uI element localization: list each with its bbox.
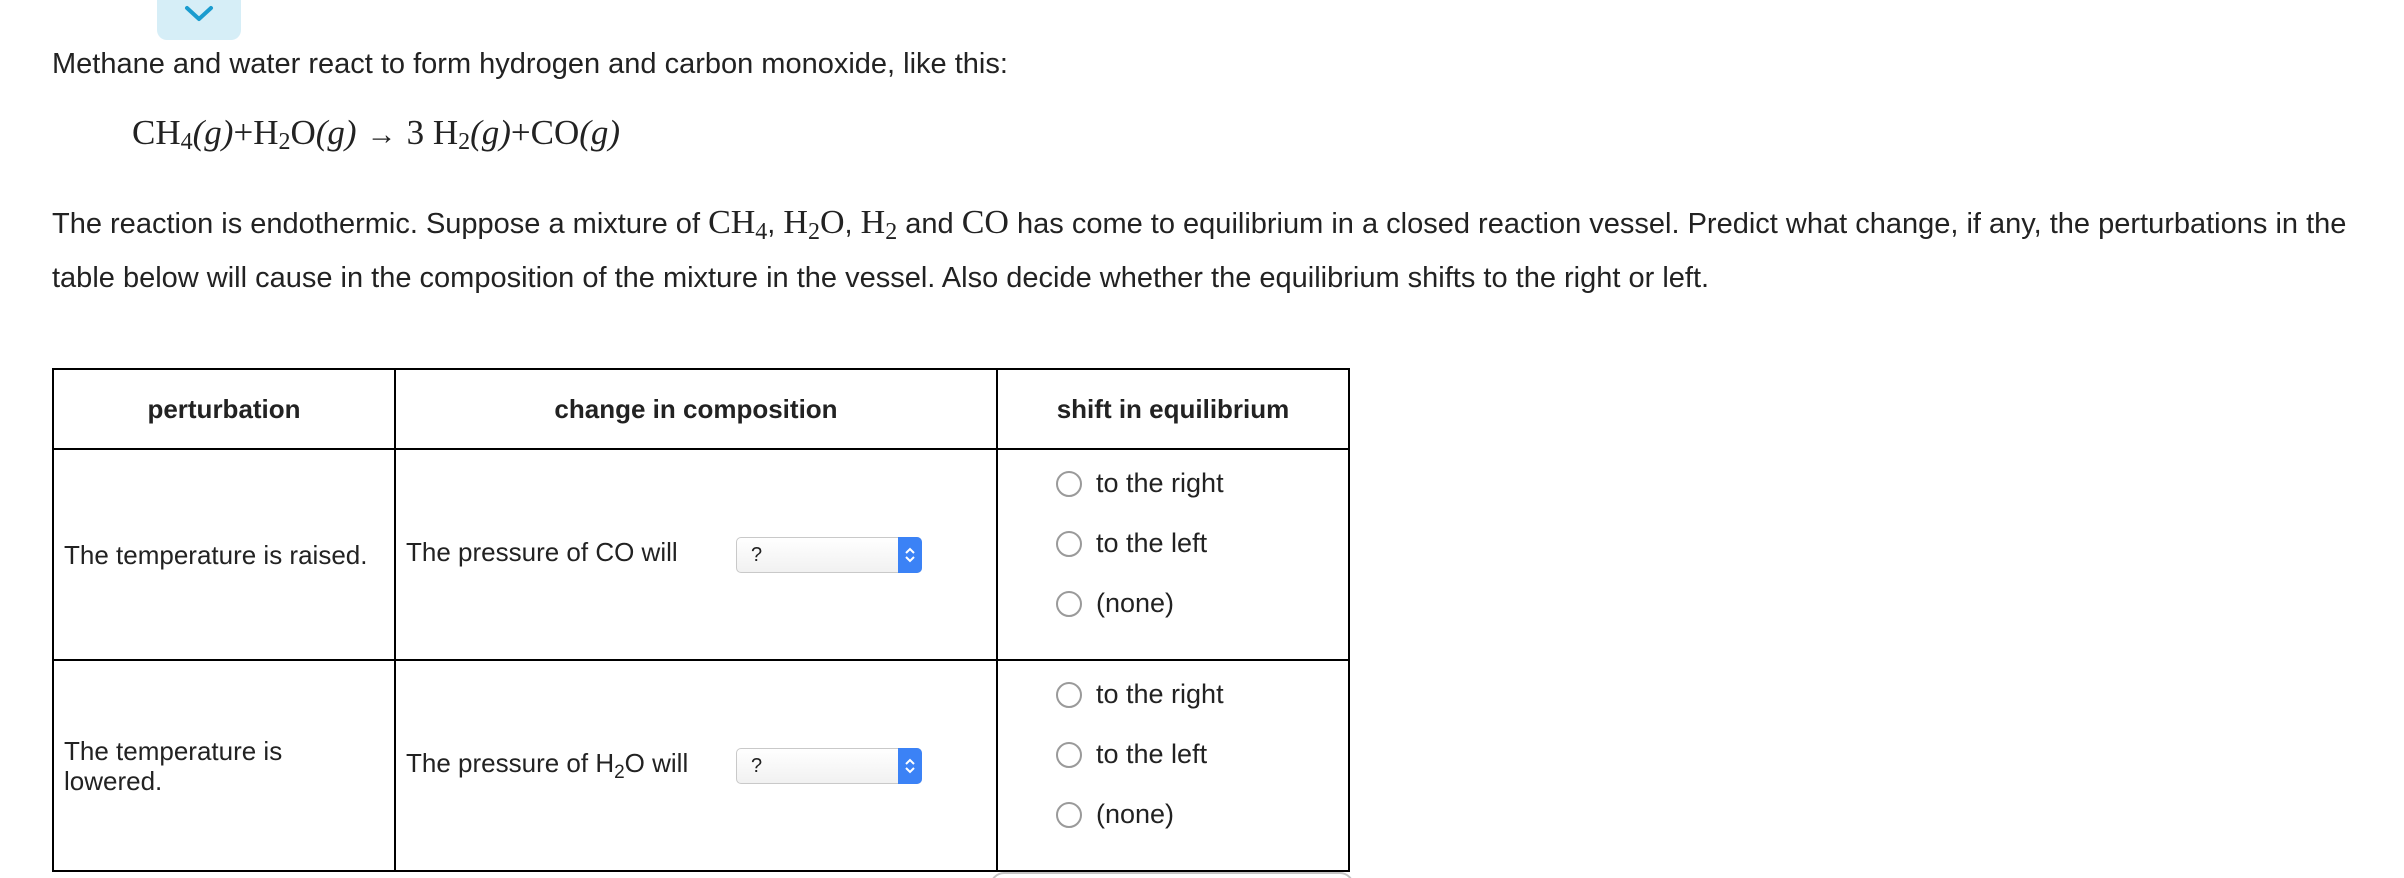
composition-select[interactable]: ? (736, 537, 922, 573)
table-row (53, 449, 1349, 660)
radio-option-left[interactable]: to the left (1056, 739, 1207, 770)
table-row (53, 660, 1349, 871)
radio-button[interactable] (1056, 742, 1082, 768)
composition-select[interactable]: ? (736, 748, 922, 784)
composition-label: The pressure of $H_2O$ will (406, 747, 689, 783)
perturbation-cell: The temperature is raised. (53, 449, 395, 660)
radio-option-none[interactable]: (none) (1056, 588, 1174, 619)
radio-option-left[interactable]: to the left (1056, 528, 1207, 559)
table-header-row (53, 369, 1349, 449)
radio-button[interactable] (1056, 591, 1082, 617)
select-updown-icon (898, 748, 922, 784)
reaction-arrow: → (366, 118, 397, 151)
collapse-toggle-button[interactable] (157, 0, 241, 40)
shift-cell (997, 660, 1349, 871)
radio-button[interactable] (1056, 531, 1082, 557)
question-paragraph: The reaction is endothermic. Suppose a mixture of $CH_4$, $H_2O$, $H_2$ and CO has come to equilibrium in a closed reaction vessel. Predict what change, if any, the perturbations in the table below will cause in the composition of the mixture in the vessel. Also decide whether the equilibrium shifts to the right or left. (52, 204, 2347, 294)
radio-option-right[interactable]: to the right (1056, 468, 1224, 499)
shift-radio-group (998, 450, 1348, 659)
composition-label: The pressure of CO will (406, 536, 678, 567)
radio-option-none[interactable]: (none) (1056, 799, 1174, 830)
header-shift-in-equilibrium: shift in equilibrium (997, 369, 1349, 449)
radio-button[interactable] (1056, 682, 1082, 708)
radio-option-right[interactable]: to the right (1056, 679, 1224, 710)
select-updown-icon (898, 537, 922, 573)
header-perturbation: perturbation (53, 369, 395, 449)
reaction-equation: $CH_4(g)+H_2O(g) \to 3$ $H_2(g)+CO(g)$ (132, 113, 621, 155)
header-change-in-composition: change in composition (395, 369, 997, 449)
composition-cell (395, 660, 997, 871)
shift-radio-group (998, 661, 1348, 870)
shift-cell (997, 449, 1349, 660)
radio-button[interactable] (1056, 471, 1082, 497)
radio-button[interactable] (1056, 802, 1082, 828)
question-prompt: Methane and water react to form hydrogen and carbon monoxide, like this: (52, 48, 1008, 80)
perturbation-cell: The temperature is lowered. (53, 660, 395, 871)
toolbar-edge (990, 872, 1354, 878)
composition-cell (395, 449, 997, 660)
perturbation-table (52, 368, 1350, 872)
chevron-down-icon (184, 4, 214, 24)
